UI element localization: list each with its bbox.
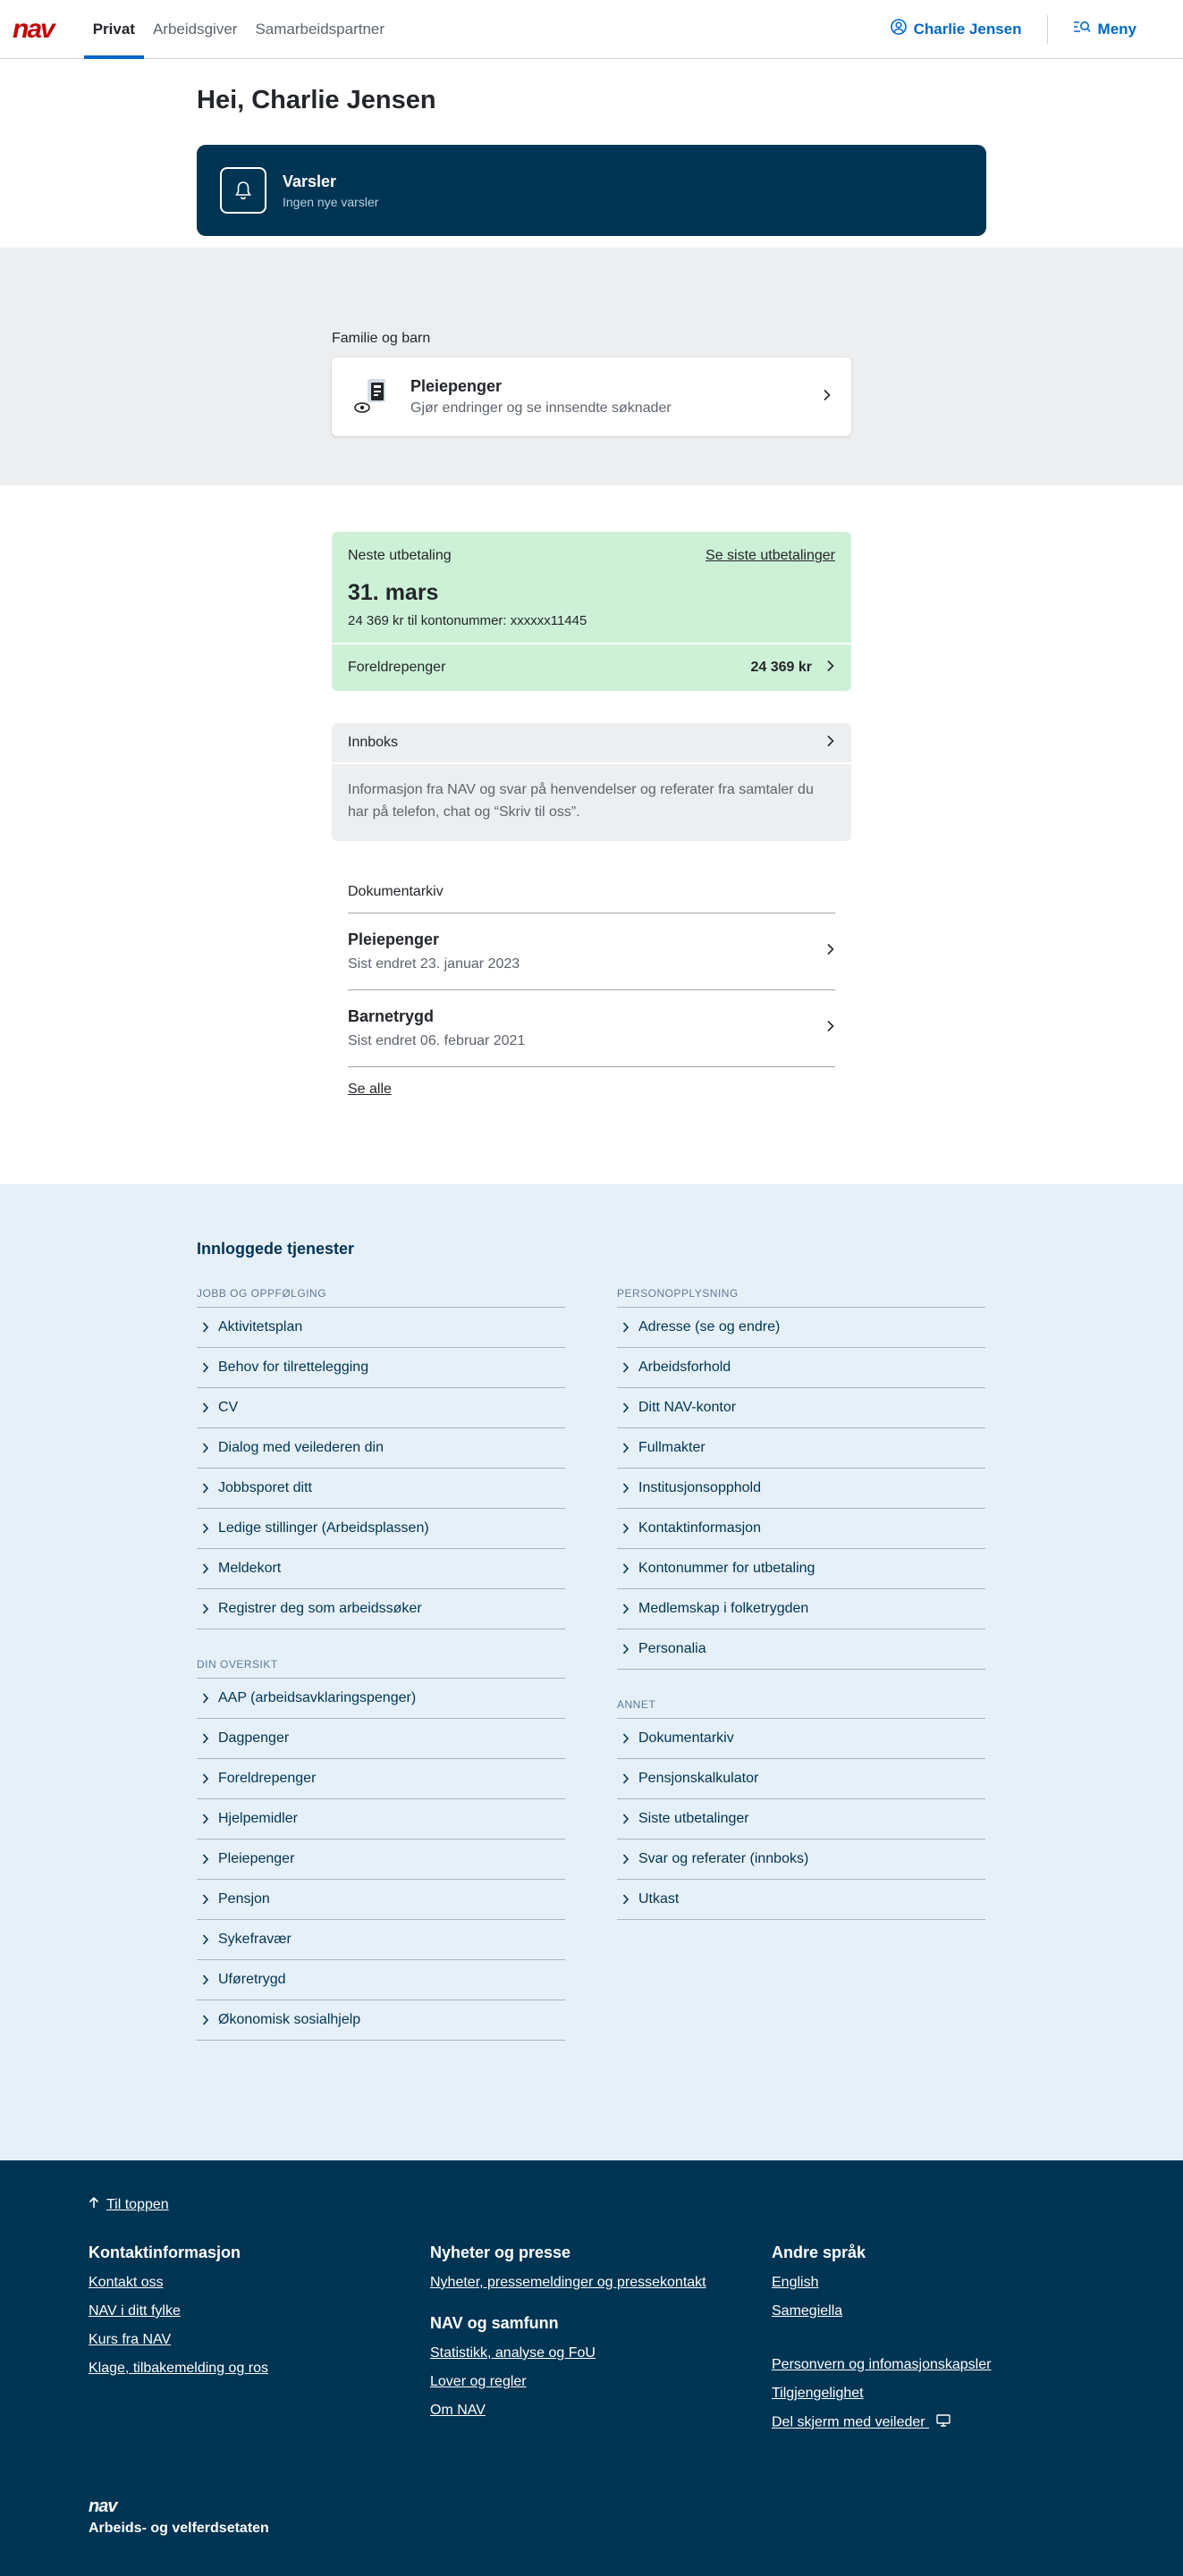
service-link[interactable] bbox=[197, 1589, 565, 1629]
chevron-right-icon bbox=[202, 1854, 209, 1865]
list-oversikt bbox=[197, 1679, 565, 2041]
chevron-right-icon bbox=[823, 389, 832, 406]
chevron-right-icon bbox=[622, 1644, 630, 1654]
services-columns bbox=[197, 1287, 986, 2041]
service-label: Foreldrepenger bbox=[218, 1771, 317, 1786]
footer-logo[interactable]: nav bbox=[89, 2496, 117, 2516]
chevron-right-icon bbox=[202, 1733, 209, 1744]
footer-heading: Andre språk bbox=[772, 2243, 866, 2261]
services-right-column bbox=[617, 1287, 985, 2041]
service-label: Jobbsporet ditt bbox=[218, 1480, 312, 1495]
service-link[interactable] bbox=[617, 1759, 985, 1799]
pleiepenger-title: Pleiepenger bbox=[410, 377, 503, 395]
nav-logo-text: nav bbox=[13, 13, 54, 44]
to-top-label: Til toppen bbox=[106, 2196, 169, 2212]
service-link[interactable] bbox=[197, 2000, 565, 2041]
dokument-date: Sist endret 23. januar 2023 bbox=[348, 956, 520, 972]
user-icon bbox=[891, 19, 907, 39]
service-label: Siste utbetalinger bbox=[638, 1811, 749, 1826]
dokumentarkiv-section bbox=[332, 884, 851, 1098]
dokument-item-pleiepenger[interactable] bbox=[348, 913, 835, 990]
dokument-text bbox=[348, 1007, 525, 1049]
service-label: Dialog med veilederen din bbox=[218, 1440, 384, 1455]
page-title: Hei, Charlie Jensen bbox=[197, 86, 436, 114]
chevron-right-icon bbox=[826, 735, 835, 752]
footer-org-name: Arbeids- og velferdsetaten bbox=[89, 2521, 269, 2536]
footer-link[interactable]: Om NAV bbox=[430, 2403, 486, 2418]
footer-heading: Nyheter og presse bbox=[430, 2243, 571, 2261]
chevron-right-icon bbox=[622, 1894, 630, 1905]
dokument-title: Barnetrygd bbox=[348, 1007, 435, 1025]
service-link[interactable] bbox=[197, 1880, 565, 1920]
service-link[interactable] bbox=[617, 1469, 985, 1509]
varsler-title: Varsler bbox=[283, 172, 337, 190]
chevron-right-icon bbox=[202, 1563, 209, 1574]
service-label: Pensjonskalkulator bbox=[638, 1771, 759, 1786]
service-label: Ledige stillinger (Arbeidsplassen) bbox=[218, 1520, 429, 1536]
to-top-link[interactable] bbox=[89, 2196, 1183, 2213]
footer-heading: NAV og samfunn bbox=[430, 2314, 559, 2332]
chevron-right-icon bbox=[202, 1934, 209, 1945]
service-link[interactable] bbox=[197, 1920, 565, 1960]
service-label: AAP (arbeidsavklaringspenger) bbox=[218, 1690, 417, 1705]
service-link[interactable] bbox=[617, 1799, 985, 1839]
utbetaling-date: 31. mars bbox=[348, 580, 439, 605]
innboks-card bbox=[332, 723, 851, 841]
chevron-right-icon bbox=[826, 660, 835, 677]
service-label: Registrer deg som arbeidssøker bbox=[218, 1601, 422, 1616]
chevron-right-icon bbox=[622, 1402, 630, 1413]
footer-link[interactable]: Kontakt oss bbox=[89, 2275, 164, 2290]
overview-band bbox=[0, 172, 1183, 485]
service-link[interactable] bbox=[197, 1428, 565, 1469]
services-left-column bbox=[197, 1287, 565, 2041]
chevron-right-icon bbox=[202, 1483, 209, 1494]
arrow-up-icon bbox=[89, 2196, 99, 2213]
service-link[interactable] bbox=[197, 1719, 565, 1759]
monitor-icon bbox=[936, 2414, 951, 2431]
category-person: PERSONOPPLYSNING bbox=[617, 1287, 985, 1308]
user-name: Charlie Jensen bbox=[913, 20, 1022, 38]
chevron-right-icon bbox=[202, 1814, 209, 1824]
pleiepenger-card[interactable] bbox=[332, 358, 851, 436]
service-link[interactable] bbox=[617, 1348, 985, 1388]
chevron-right-icon bbox=[622, 1362, 630, 1373]
chevron-right-icon bbox=[202, 1322, 209, 1333]
service-link[interactable] bbox=[617, 1308, 985, 1348]
service-label: CV bbox=[218, 1400, 239, 1415]
chevron-right-icon bbox=[202, 1693, 209, 1704]
main-content bbox=[0, 485, 1183, 1184]
siste-utbetalinger-link[interactable]: Se siste utbetalinger bbox=[706, 548, 835, 563]
service-label: Pensjon bbox=[218, 1891, 270, 1907]
service-label: Behov for tilrettelegging bbox=[218, 1360, 369, 1375]
footer-col-kontakt bbox=[89, 2243, 430, 2444]
service-label: Sykefravær bbox=[218, 1932, 292, 1947]
innboks-description: Informasjon fra NAV og svar på henvendelser og referater fra samtaler du har på telefon, chat og “Skriv til oss”. bbox=[348, 782, 814, 820]
chevron-right-icon bbox=[622, 1483, 630, 1494]
category-annet: ANNET bbox=[617, 1698, 985, 1719]
footer-link[interactable]: Tilgjengelighet bbox=[772, 2386, 864, 2401]
footer-link[interactable]: Statistikk, analyse og FoU bbox=[430, 2345, 596, 2361]
footer-spacer bbox=[772, 2332, 1113, 2357]
bell-icon bbox=[220, 167, 266, 214]
foreldrepenger-label: Foreldrepenger bbox=[348, 660, 446, 675]
del-skjerm-label: Del skjerm med veileder bbox=[772, 2414, 925, 2430]
chevron-right-icon bbox=[202, 1894, 209, 1905]
service-link[interactable] bbox=[617, 1549, 985, 1589]
footer-col-nyheter bbox=[430, 2243, 772, 2444]
service-link[interactable] bbox=[197, 1799, 565, 1839]
foreldrepenger-amount: 24 369 kr bbox=[750, 660, 812, 675]
familie-label: Familie og barn bbox=[332, 331, 431, 346]
chevron-right-icon bbox=[202, 2015, 209, 2025]
service-link[interactable] bbox=[197, 1960, 565, 2000]
service-label: Svar og referater (innboks) bbox=[638, 1851, 809, 1866]
footer-link[interactable]: NAV i ditt fylke bbox=[89, 2303, 181, 2319]
chevron-right-icon bbox=[202, 1362, 209, 1373]
chevron-right-icon bbox=[202, 1604, 209, 1614]
utbetaling-summary bbox=[332, 532, 851, 644]
chevron-right-icon bbox=[826, 943, 835, 960]
service-link[interactable] bbox=[197, 1839, 565, 1880]
service-label: Arbeidsforhold bbox=[638, 1360, 731, 1375]
service-link[interactable] bbox=[197, 1469, 565, 1509]
service-link[interactable] bbox=[197, 1549, 565, 1589]
tab-samarbeidspartner[interactable]: Samarbeidspartner bbox=[255, 20, 385, 38]
service-link[interactable] bbox=[617, 1509, 985, 1549]
footer-link[interactable]: Kurs fra NAV bbox=[89, 2332, 172, 2347]
footer-link[interactable]: Klage, tilbakemelding og ros bbox=[89, 2361, 269, 2376]
menu-label: Meny bbox=[1097, 20, 1137, 38]
footer-columns bbox=[89, 2243, 1183, 2444]
category-oversikt: DIN OVERSIKT bbox=[197, 1658, 565, 1679]
audience-tabs bbox=[84, 0, 393, 58]
service-label: Utkast bbox=[638, 1891, 680, 1907]
list-jobb bbox=[197, 1308, 565, 1629]
service-label: Medlemskap i folketrygden bbox=[638, 1601, 809, 1616]
pleiepenger-text bbox=[410, 377, 672, 417]
chevron-right-icon bbox=[622, 1854, 630, 1865]
service-link[interactable] bbox=[617, 1388, 985, 1428]
chevron-right-icon bbox=[622, 1322, 630, 1333]
chevron-right-icon bbox=[622, 1443, 630, 1453]
list-person bbox=[617, 1308, 985, 1670]
site-footer bbox=[0, 2160, 1183, 2576]
menu-search-icon bbox=[1073, 20, 1091, 38]
service-link[interactable] bbox=[617, 1428, 985, 1469]
chevron-right-icon bbox=[622, 1523, 630, 1534]
service-label: Hjelpemidler bbox=[218, 1811, 298, 1826]
service-link[interactable] bbox=[617, 1629, 985, 1670]
service-link[interactable] bbox=[197, 1348, 565, 1388]
varsler-subtitle: Ingen nye varsler bbox=[283, 194, 379, 209]
services-title: Innloggede tjenester bbox=[197, 1240, 355, 1258]
user-button[interactable] bbox=[891, 19, 1022, 39]
service-label: Adresse (se og endre) bbox=[638, 1319, 781, 1334]
innboks-title: Innboks bbox=[348, 735, 399, 750]
chevron-right-icon bbox=[202, 1974, 209, 1985]
dokument-title: Pleiepenger bbox=[348, 930, 440, 948]
service-label: Dagpenger bbox=[218, 1730, 290, 1746]
chevron-right-icon bbox=[202, 1773, 209, 1784]
innloggede-tjenester bbox=[0, 1184, 1183, 2160]
chevron-right-icon bbox=[202, 1402, 209, 1413]
greeting-section bbox=[0, 59, 1183, 145]
tab-privat[interactable]: Privat bbox=[84, 0, 144, 58]
service-label: Meldekort bbox=[218, 1561, 282, 1576]
service-link[interactable] bbox=[197, 1388, 565, 1428]
service-label: Kontonummer for utbetaling bbox=[638, 1561, 815, 1576]
footer-link[interactable]: Lover og regler bbox=[430, 2374, 527, 2389]
list-annet bbox=[617, 1719, 985, 1920]
chevron-right-icon bbox=[202, 1523, 209, 1534]
chevron-right-icon bbox=[622, 1773, 630, 1784]
chevron-right-icon bbox=[826, 1020, 835, 1037]
service-link[interactable] bbox=[197, 1509, 565, 1549]
footer-link[interactable]: Nyheter, pressemeldinger og pressekontakt bbox=[430, 2275, 706, 2290]
service-label: Kontaktinformasjon bbox=[638, 1520, 761, 1536]
footer-link[interactable]: English bbox=[772, 2275, 819, 2290]
service-link[interactable] bbox=[617, 1839, 985, 1880]
service-label: Pleiepenger bbox=[218, 1851, 295, 1866]
varsler-card[interactable] bbox=[197, 145, 986, 236]
footer-link[interactable]: Samegiella bbox=[772, 2303, 843, 2319]
service-label: Uføretrygd bbox=[218, 1972, 286, 1987]
dokument-item-barnetrygd[interactable] bbox=[348, 990, 835, 1067]
service-label: Aktivitetsplan bbox=[218, 1319, 303, 1334]
service-link[interactable] bbox=[617, 1719, 985, 1759]
service-link[interactable] bbox=[197, 1679, 565, 1719]
site-header bbox=[0, 0, 1183, 59]
chevron-right-icon bbox=[622, 1604, 630, 1614]
footer-link[interactable]: Personvern og infomasjonskapsler bbox=[772, 2357, 992, 2372]
utbetaling-card bbox=[332, 532, 851, 691]
chevron-right-icon bbox=[622, 1563, 630, 1574]
service-link[interactable] bbox=[197, 1759, 565, 1799]
service-label: Personalia bbox=[638, 1641, 706, 1656]
category-jobb: JOBB OG OPPFØLGING bbox=[197, 1287, 565, 1308]
pleiepenger-icon bbox=[351, 377, 391, 417]
service-label: Økonomisk sosialhjelp bbox=[218, 2012, 361, 2027]
service-link[interactable] bbox=[617, 1880, 985, 1920]
header-actions bbox=[891, 0, 1170, 58]
varsler-text bbox=[283, 173, 378, 209]
service-label: Dokumentarkiv bbox=[638, 1730, 734, 1746]
utbetaling-amount-text: 24 369 kr til kontonummer: xxxxxx11445 bbox=[348, 613, 587, 628]
footer-heading: Kontaktinformasjon bbox=[89, 2243, 241, 2261]
service-label: Fullmakter bbox=[638, 1440, 706, 1455]
menu-button[interactable] bbox=[1073, 20, 1137, 38]
del-skjerm-link[interactable] bbox=[772, 2414, 1113, 2431]
pleiepenger-subtitle: Gjør endringer og se innsendte søknader bbox=[410, 400, 672, 416]
innboks-row[interactable] bbox=[332, 723, 851, 764]
service-link[interactable] bbox=[617, 1589, 985, 1629]
chevron-right-icon bbox=[622, 1814, 630, 1824]
utbetaling-label: Neste utbetaling bbox=[348, 548, 452, 563]
footer-col-sprak bbox=[772, 2243, 1113, 2444]
dokument-text bbox=[348, 930, 520, 972]
dokument-date: Sist endret 06. februar 2021 bbox=[348, 1033, 526, 1048]
header-divider bbox=[1047, 15, 1048, 44]
service-link[interactable] bbox=[197, 1308, 565, 1348]
service-label: Institusjonsopphold bbox=[638, 1480, 761, 1495]
chevron-right-icon bbox=[622, 1733, 630, 1744]
dokumentarkiv-title: Dokumentarkiv bbox=[348, 884, 835, 913]
nav-logo[interactable] bbox=[13, 0, 54, 58]
chevron-right-icon bbox=[202, 1443, 209, 1453]
foreldrepenger-row[interactable] bbox=[332, 644, 851, 691]
se-alle-link[interactable]: Se alle bbox=[348, 1082, 392, 1097]
tab-arbeidsgiver[interactable]: Arbeidsgiver bbox=[152, 20, 238, 38]
service-label: Ditt NAV-kontor bbox=[638, 1400, 737, 1415]
